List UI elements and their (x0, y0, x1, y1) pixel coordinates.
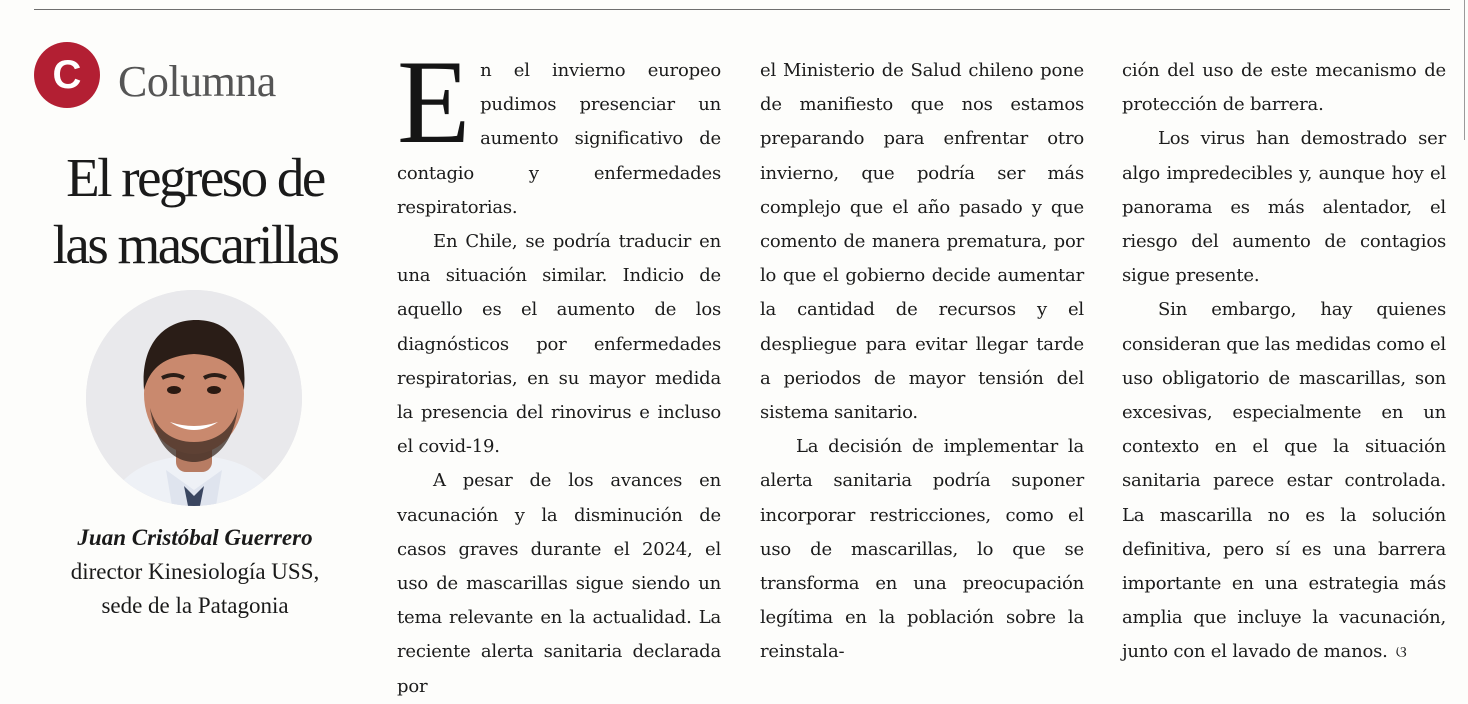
paragraph: Los virus han demostrado ser algo impredecibles y, aunque hoy el panorama es más alentador, el riesgo del aumento de contagios sigue presente. (1122, 128, 1446, 287)
right-rule (1464, 0, 1465, 140)
paragraph-text: Sin embargo, hay quienes consideran que las medidas como el uso obligatorio de mascarillas, son excesivas, especialmente en un contexto en el que la situación sanitaria parece estar controlada. La mascarilla no es la solución definitiva, pero sí es una barrera importante en una estrategia más amplia que incluye la vacunación, junto con el lavado de manos. (1122, 299, 1446, 663)
end-mark-icon: ଓ (1395, 644, 1407, 662)
portrait-image (86, 290, 302, 506)
paragraph-text: n el invierno europeo pudimos presenciar un aumento significativo de contagio y enfermedades respiratorias. (397, 60, 721, 218)
paragraph: La decisión de implementar la alerta sanitaria podría suponer incorporar restricciones, como el uso de mascarillas, lo que se transforma en una preocupación legítima en la población sobre la reinstala- (760, 436, 1084, 663)
headline (20, 144, 370, 278)
column-logo-icon (34, 42, 100, 108)
article-column-1 (397, 35, 721, 704)
headline-line-2: las mascarillas (52, 214, 338, 275)
author-name: Juan Cristóbal Guerrero (77, 525, 313, 550)
paragraph: En Chile, se podría traducir en una situación similar. Indicio de aquello es el aumento de los diagnósticos por enfermedades respiratorias, en su mayor medida la presencia del rinovirus e incluso el covid-19. (397, 231, 721, 458)
top-rule (34, 9, 1450, 10)
headline-line-1: El regreso de (66, 147, 324, 208)
logo-letter: C (52, 52, 82, 97)
paragraph: A pesar de los avances en vacunación y la disminución de casos graves durante el 2024, el uso de mascarillas sigue siendo un tema relevante en la actualidad. La reciente alerta sanitaria declarada por (397, 470, 721, 697)
drop-cap: E (397, 35, 471, 168)
paragraph (1122, 293, 1446, 670)
article-column-2 (760, 54, 1084, 670)
author-role-line-1: director Kinesiología USS, (70, 559, 320, 584)
article-column-3 (1122, 54, 1446, 671)
author-photo (86, 290, 302, 506)
paragraph: ción del uso de este mecanismo de protección de barrera. (1122, 60, 1446, 116)
author-byline (40, 521, 350, 623)
paragraph: el Ministerio de Salud chileno pone de manifiesto que nos estamos preparando para enfrentar otro invierno, que podría ser más complejo que el año pasado y que comento de manera prematura, por lo que el gobierno decide aumentar la cantidad de recursos y el despliegue para evitar llegar tarde a periodos de mayor tensión del sistema sanitario. (760, 60, 1084, 424)
paragraph (397, 35, 721, 225)
section-label: Columna (118, 57, 276, 106)
author-role-line-2: sede de la Patagonia (101, 593, 289, 618)
